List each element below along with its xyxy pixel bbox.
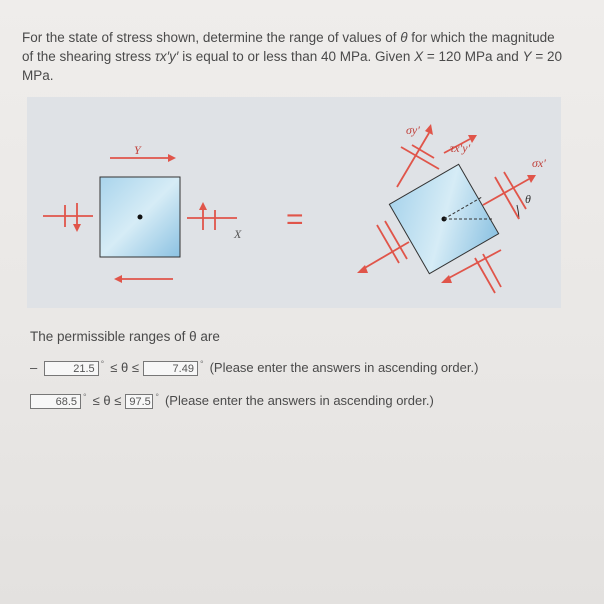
problem-statement: For the state of stress shown, determine the range of values of θ for which the magnitude of the shearing stress τx′y′ is equal to or less than 40 MPa. Given X = 120 MPa and Y = 20 MPa. bbox=[22, 30, 562, 83]
answer-row-1 bbox=[30, 359, 478, 376]
inequality-label: ≤ θ ≤ bbox=[110, 360, 139, 376]
negative-sign: – bbox=[30, 360, 38, 376]
lower-bound-input-1[interactable]: 21.5 bbox=[44, 361, 99, 376]
inequality-label: ≤ θ ≤ bbox=[92, 393, 122, 409]
upper-bound-input-2[interactable]: 97.5 bbox=[125, 394, 153, 409]
upper-bound-input-1[interactable]: 7.49 bbox=[143, 361, 198, 376]
equals-sign: = bbox=[286, 203, 304, 236]
y-label: Y bbox=[134, 143, 141, 157]
degree-symbol: ° bbox=[155, 392, 159, 402]
x-label: X bbox=[234, 227, 242, 241]
theta-label: θ bbox=[525, 192, 531, 206]
tau-label: τx′y′ bbox=[450, 141, 471, 155]
degree-symbol: ° bbox=[83, 392, 87, 402]
stress-figure bbox=[27, 97, 561, 308]
ordering-note: (Please enter the answers in ascending order.) bbox=[209, 360, 479, 376]
sigma-x-prime-label: σx′ bbox=[532, 156, 546, 170]
rotated-element bbox=[357, 124, 536, 293]
original-element bbox=[43, 154, 237, 283]
ordering-note: (Please enter the answers in ascending order.) bbox=[164, 393, 434, 409]
answer-intro: The permissible ranges of θ are bbox=[30, 329, 220, 344]
answer-row-2 bbox=[30, 392, 434, 409]
degree-symbol: ° bbox=[100, 359, 105, 369]
degree-symbol: ° bbox=[199, 359, 204, 369]
lower-bound-input-2[interactable]: 68.5 bbox=[30, 394, 81, 409]
sigma-y-prime-label: σy′ bbox=[406, 123, 420, 137]
